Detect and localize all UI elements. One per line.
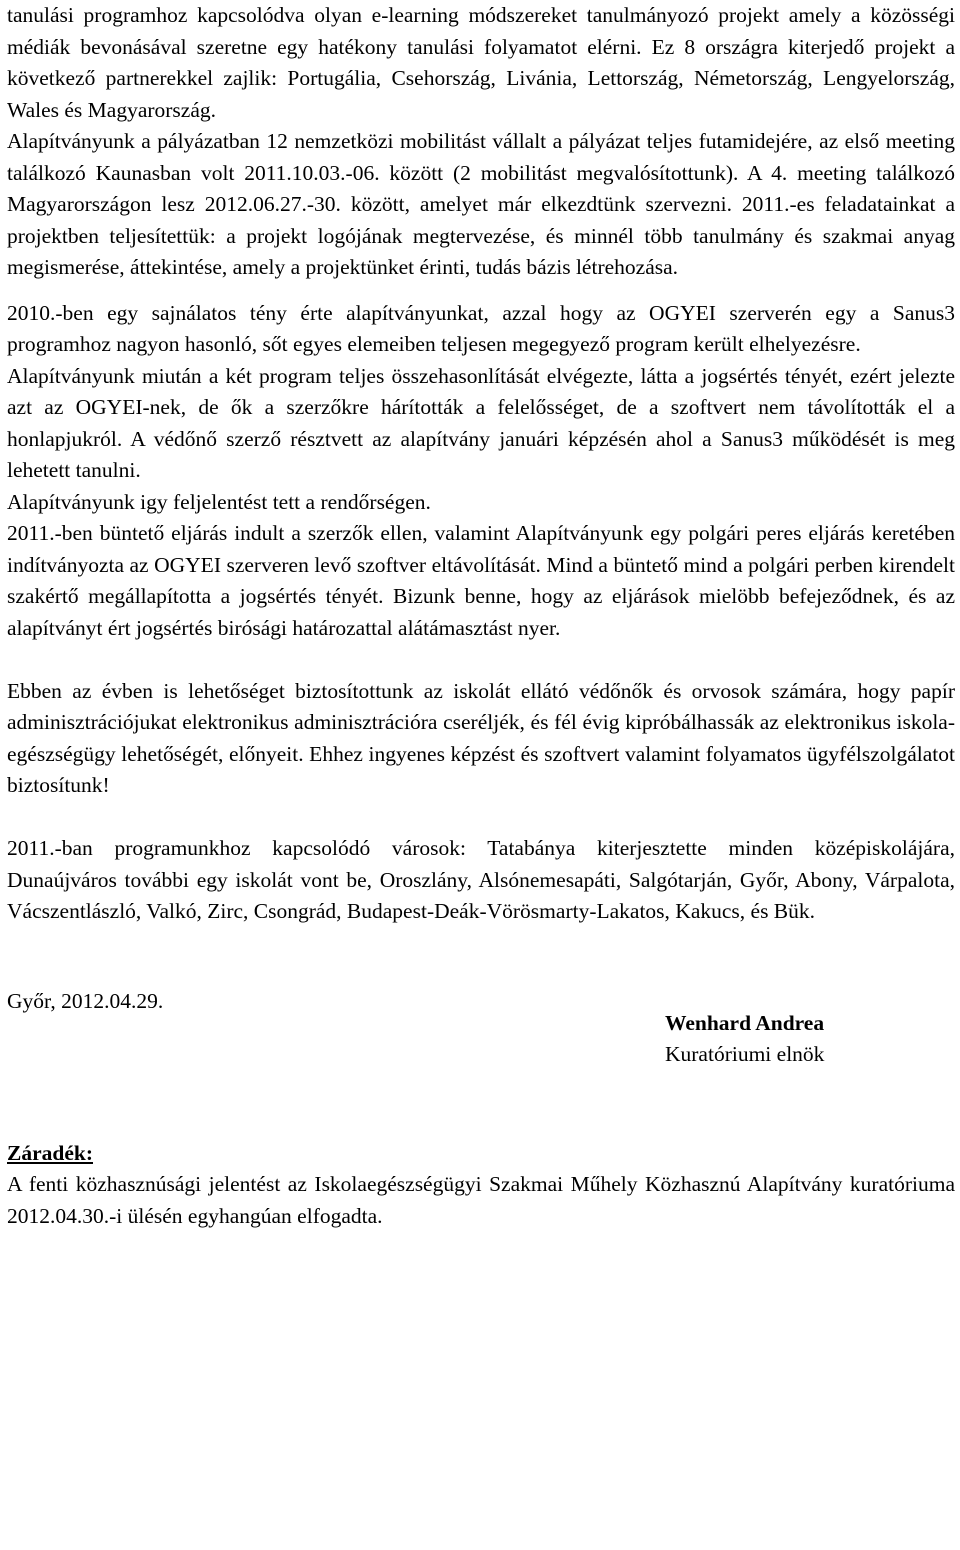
spacer bbox=[7, 928, 955, 986]
paragraph-comparison: Alapítványunk miután a két program teljes összehasonlítását elvégezte, látta a jogsértés tényét, ezért jelezte azt az OGYEI-nek, de ők a szerzőkre hárították a felelősséget, de a szoftvert nem távolították el a honlapjukról. A védőnő szerző résztvett az alapítvány januári képzésén ahol a Sanus3 működését is meg lehetett tanulni. bbox=[7, 363, 955, 482]
closing-text: A fenti közhasznúsági jelentést az Iskolaegészségügyi Szakmai Műhely Közhasznú Alapítvány kuratóriuma 2012.04.30.-i ülésén egyhangúan elfogadta. bbox=[7, 1172, 955, 1228]
spacer bbox=[7, 802, 955, 834]
place-date: Győr, 2012.04.29. bbox=[7, 988, 164, 1013]
signature-block bbox=[665, 1008, 824, 1071]
spacer bbox=[7, 644, 955, 676]
signatory-role: Kuratóriumi elnök bbox=[665, 1042, 825, 1066]
paragraph-legal-proceedings: 2011.-ben büntető eljárás indult a szerzők ellen, valamint Alapítványunk egy polgári peres eljárás keretében indítványozta az OGYEI szerveren levő szoftver eltávolítását. Mind a büntető mind a polgári perben kirendelt szakértő megállapította a jogsértés tényét. Bizunk benne, hogy az eljárások mielöbb befejeződnek, és az alapítványt ért jogsértés birósági határozattal alátámasztást nyer. bbox=[7, 521, 955, 640]
spacer bbox=[7, 284, 955, 298]
paragraph-cities: 2011.-ban programunkhoz kapcsolódó városok: Tatabánya kiterjesztette minden középiskolájára, Dunaújváros további egy iskolát vont be, Oroszlány, Alsónemesapáti, Salgótarján, Győr, Abony, Várpalota, Vácszentlászló, Valkó, Zirc, Csongrád, Budapest-Deák-Vörösmarty-Lakatos, Kakucs, és Bük. bbox=[7, 836, 955, 923]
paragraph-police-report: Alapítványunk igy feljelentést tett a rendőrségen. bbox=[7, 489, 431, 514]
paragraph-mobility: Alapítványunk a pályázatban 12 nemzetközi mobilitást vállalt a pályázat teljes futamidejére, az első meeting találkozó Kaunasban volt 2011.10.03.-06. között (2 mobilitást megvalósítottunk). A 4. meeting találkozó Magyarországon lesz 2012.06.27.-30. között, amelyet már elkezdtünk szervezni. 2011.-es feladatainkat a projektben teljesítettük: a projekt logójának megtervezése, és minnél több tanulmány és szakmai anyag megismerése, áttekintése, amely a projektünket érinti, tudás bázis létrehozása. bbox=[7, 129, 955, 279]
paragraph-training: Ebben az évben is lehetőséget biztosítottunk az iskolát ellátó védőnők és orvosok számára, hogy papír adminisztrációjukat elektronikus adminisztrációra cseréljék, és fél évig kipróbálhassák az elektronikus iskola-egészségügy lehetőségét, előnyeit. Ehhez ingyenes képzést és szoftvert valamint folyamatos ügyfélszolgálatot biztosítunk! bbox=[7, 678, 955, 797]
document-page bbox=[7, 0, 955, 1232]
paragraph-ogyei-incident: 2010.-ben egy sajnálatos tény érte alapítványunkat, azzal hogy az OGYEI szerverén egy a Sanus3 programhoz nagyon hasonló, sőt egyes elemeiben teljesen megegyező program került elhelyezésre. bbox=[7, 300, 955, 356]
paragraph-project: tanulási programhoz kapcsolódva olyan e-learning módszereket tanulmányozó projekt amely a közösségi médiák bevonásával szeretne egy hatékony tanulási folyamatot elérni. Ez 8 országra kiterjedő projekt a következő partnerekkel zajlik: Portugália, Csehország, Livánia, Lettország, Németország, Lengyelország, Wales és Magyarország. bbox=[7, 3, 955, 122]
signatory-name: Wenhard Andrea bbox=[665, 1010, 825, 1035]
closing-title: Záradék: bbox=[7, 1140, 93, 1165]
spacer bbox=[7, 1080, 955, 1138]
signoff-block bbox=[7, 986, 955, 1080]
